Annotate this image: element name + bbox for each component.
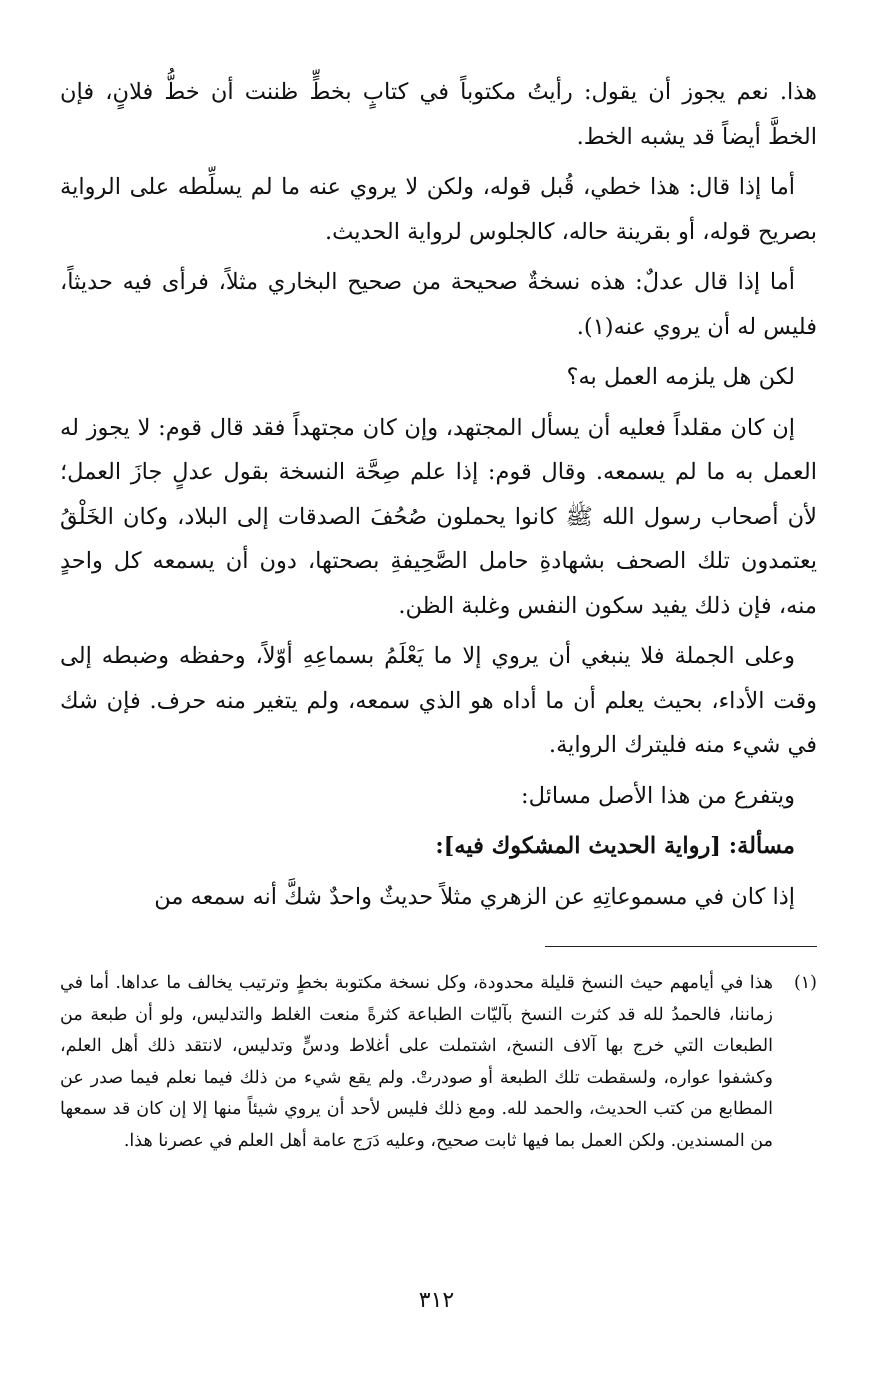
paragraph: لكن هل يلزمه العمل به؟	[566, 364, 795, 390]
paragraph: وعلى الجملة فلا ينبغي أن يروي إلا ما يَعْلَمُ بسماعِهِ أوّلاً، وحفظه وضبطه إلى وقت الأداء، بحيث يعلم أن ما أداه هو الذي سمعه، ولم يتغير منه حرف. فإن شك في شيء منه فليترك الرواية.	[60, 643, 817, 758]
paragraph: إن كان مقلداً فعليه أن يسأل المجتهد، وإن كان مجتهداً فقد قال قوم: لا يجوز له العمل به ما لم يسمعه. وقال قوم: إذا علم صِحَّة النسخة بقول عدلٍ جازَ العمل؛ لأن أصحاب رسول الله ﷺ كانوا يحملون صُحُفَ الصدقات إلى البلاد، وكان الخَلْقُ يعتمدون تلك الصحف بشهادةِ حامل الصَّحِيفةِ بصحتها، دون أن يسمعه كل واحدٍ منه، فإن ذلك يفيد سكون النفس وغلبة الظن.	[60, 414, 817, 619]
footnote-number: (١)	[793, 973, 817, 993]
paragraph: إذا كان في مسموعاتِهِ عن الزهري مثلاً حديثٌ واحدٌ شكَّ أنه سمعه من	[154, 883, 795, 910]
paragraph: أما إذا قال عدلٌ: هذه نسخةٌ صحيحة من صحيح البخاري مثلاً، فرأى فيه حديثاً، فليس له أن يروي عنه(١).	[60, 269, 817, 340]
main-text	[60, 70, 817, 925]
footnote-text: هذا في أيامهم حيث النسخ قليلة محدودة، وكل نسخة مكتوبة بخطٍ وترتيب يخالف ما عداها. أما في زماننا، فالحمدُ لله قد كثرت النسخ بآليّات الطباعة كثرةً منعت الغلط والتدليس، ولو أن طبعة من الطبعات التي خرج بها آلاف النسخ، اشتملت على أغلاط ودسٍّ وتدليس، لانتقد ذلك أهل العلم، وكشفوا عواره، ولسقطت تلك الطبعة أو صودرتْ. ولم يقع شيء من ذلك فيما نعلم فيما صدر عن المطابع من كتب الحديث، والحمد لله. ومع ذلك فليس لأحد أن يروي شيئاً منها إلا إن كان قد سمعها من المسندين. ولكن العمل بما فيها ثابت صحيح، وعليه دَرَج عامة أهل العلم في عصرنا هذا.	[60, 973, 773, 1151]
section-heading: مسألة: [رواية الحديث المشكوك فيه]:	[435, 833, 795, 859]
paragraph: هذا. نعم يجوز أن يقول: رأيتُ مكتوباً في كتابٍ بخطٍّ ظننت أن خطُّ فلانٍ، فإن الخطَّ أيضاً قد يشبه الخط.	[60, 79, 817, 150]
paragraph: أما إذا قال: هذا خطي، قُبل قوله، ولكن لا يروي عنه ما لم يسلِّطه على الرواية بصريح قوله، أو بقرينة حاله، كالجلوس لرواية الحديث.	[60, 174, 817, 245]
footnotes	[60, 968, 817, 1157]
footnote	[60, 968, 817, 1157]
footnote-separator	[545, 946, 817, 947]
page-number: ٣١٢	[418, 1288, 455, 1313]
paragraph: ويتفرع من هذا الأصل مسائل:	[521, 782, 795, 809]
